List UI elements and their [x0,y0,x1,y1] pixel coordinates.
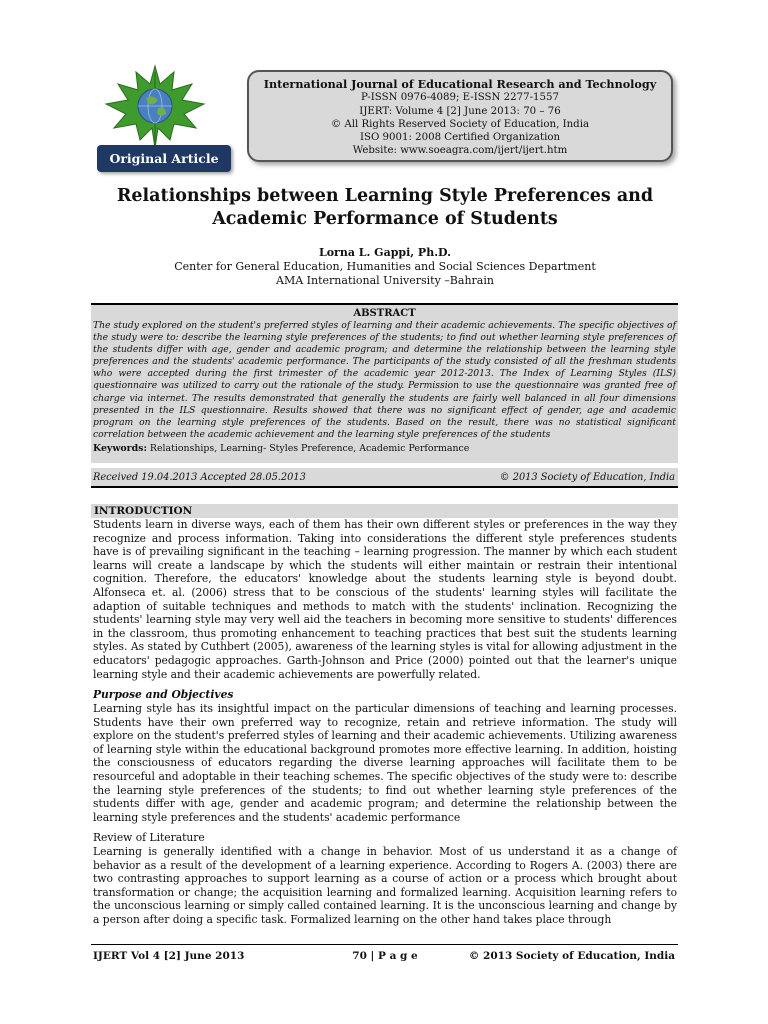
journal-iso: ISO 9001: 2008 Certified Organization [359,132,561,144]
journal-issn: P-ISSN 0976-4089; E-ISSN 2277-1557 [361,92,559,104]
abstract-text: The study explored on the student's preferred styles of learning and their academic achievements. The specific objectives of the study were to: describe the learning style preferences of the students; to find out whether learning style preferences of the students differ with age, gender and academic program; and determine the relationship between the learning style preferences and the students' academic performance. The participants of the study consisted of all the freshman students who were accepted during the first trimester of the academic year 2012-2013. The Index of Learning Styles (ILS) questionnaire was utilized to carry out the rationale of the study. Permission to use the questionnaire was granted free of charge via internet. The results demonstrated that generally the students are fairly well balanced in all four dimensions presented in the ILS questionnaire. Results showed that there was no significant effect of gender, age and academic program on the learning style preferences of the students. Based on the result, there was no statistical significant correlation between the academic achievement and the learning style preferences of the students [93,320,676,440]
title-line-1: Relationships between Learning Style Preferences and [116,186,654,206]
keywords-label: Keywords: [93,442,147,454]
author-name: Lorna L. Gappi, Ph.D. [318,246,452,259]
abstract-heading: ABSTRACT [353,308,416,319]
keywords-value: Relationships, Learning- Styles Preference, Academic Performance [146,442,470,454]
globe-icon [138,89,172,123]
abstract-box [91,303,678,463]
paper-title [60,185,710,231]
introduction-heading: INTRODUCTION [91,504,678,518]
dates-bar [91,468,678,488]
keywords-line [93,443,676,455]
purpose-text: Learning style has its insightful impact on the particular dimensions of teaching and learning processes. Students have their own preferred way to recognize, retain and retrieve information. The study will explore on the student's preferred styles of learning and their academic achievements. Utilizing awareness of learning style within the educational background promotes more effective learning. In addition, hoisting the consciousness of educators regarding the diverse learning approaches will facilitate them to be resourceful and adoptable in their teaching schemes. The specific objectives of the study were to: describe the learning style preferences of the students; to find out whether learning style preferences of the students differ with age, gender and academic program; and determine the relationship between the learning style preferences and the students' academic performance [93,702,677,824]
journal-logo [100,62,210,152]
journal-name: International Journal of Educational Research and Technology [263,77,657,91]
journal-rights: © All Rights Reserved Society of Education, India [330,118,590,130]
footer-journal-issue: IJERT Vol 4 [2] June 2013 [93,950,245,962]
author-block [60,246,710,288]
received-accepted-dates: Received 19.04.2013 Accepted 28.05.2013 [93,472,306,483]
footer-page-number: 70 | P a g e [352,950,418,962]
abstract-copyright: © 2013 Society of Education, India [499,472,675,483]
journal-website: Website: www.soeagra.com/ijert/ijert.htm [352,145,568,157]
purpose-heading: Purpose and Objectives [93,688,234,701]
author-affiliation-1: Center for General Education, Humanities and Social Sciences Department [174,260,596,273]
review-text: Learning is generally identified with a change in behavior. Most of us understand it as a change of behavior as a result of the development of a learning experience. According to Rogers A. (2003) there are two contrasting approaches to support learning as a course of action or a process which brought about transformation or change; the acquisition learning and formalized learning. Acquisition learning refers to the unconscious learning or simply called contained learning. It is the unconscious learning and change by a person after doing a specific task. Formalized learning on the other hand takes place through [93,845,677,926]
journal-volume: IJERT: Volume 4 [2] June 2013: 70 – 76 [359,105,561,117]
introduction-text: Students learn in diverse ways, each of them has their own different styles or preferences in the way they recognize and process information. Taking into considerations the different style preferences students have is of prevailing significant in the teaching – learning progression. The manner by which each student learns will create a landscape by which the students will either maintain or restrain their intentional cognition. Therefore, the educators' knowledge about the students learning style is beyond doubt. Alfonseca et. al. (2006) stress that to be conscious of the students' learning styles will facilitate the adaption of suitable techniques and methods to match with the students' inclination. Recognizing the students' learning style may very well aid the teachers in becoming more sensitive to students' differences in the classroom, thus promoting enhancement to teaching practices that best suit the students learning styles. As stated by Cuthbert (2005), awareness of the learning styles is vital for allowing adjustment in the educators' pedagogic approaches. Garth-Johnson and Price (2000) pointed out that the learner's unique learning style and their academic achievements are powerfully related. [93,518,677,681]
original-article-badge: Original Article [97,145,231,172]
journal-info-box [247,70,673,162]
title-line-2: Academic Performance of Students [212,209,558,229]
author-affiliation-2: AMA International University –Bahrain [276,274,494,287]
review-heading: Review of Literature [93,831,205,844]
footer-divider [91,944,678,945]
footer-copyright: © 2013 Society of Education, India [468,950,675,962]
